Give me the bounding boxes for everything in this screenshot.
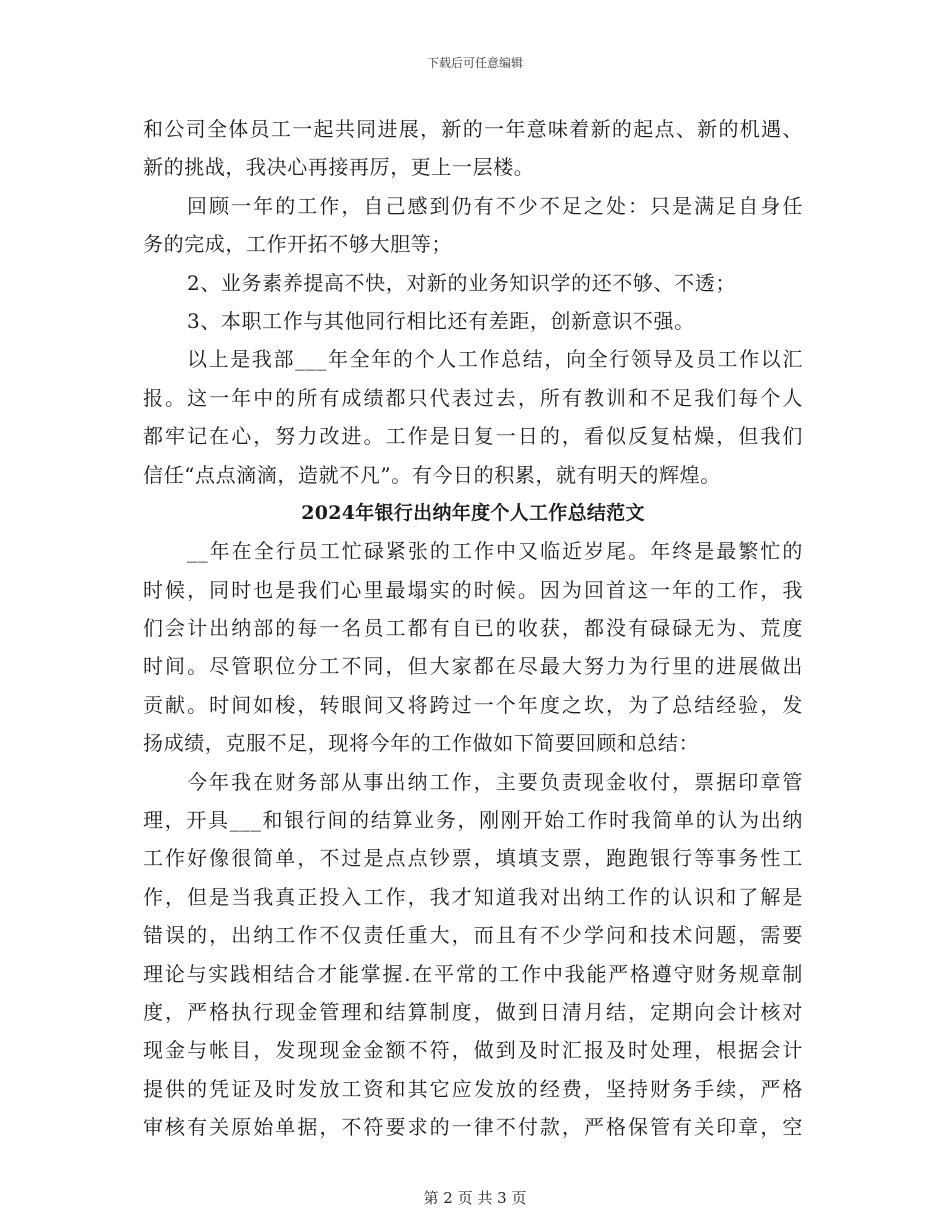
text-line: 工作好像很简单，不过是点点钞票，填填支票，跑跑银行等事务性工: [143, 846, 803, 871]
text-line: __年在全行员工忙碌紧张的工作中又临近岁尾。年终是最繁忙的: [187, 539, 803, 564]
text-line: 错误的，出纳工作不仅责任重大，而且有不少学问和技术问题，需要: [143, 923, 803, 948]
text-line: 提供的凭证及时发放工资和其它应发放的经费，坚持财务手续，严格: [143, 1076, 803, 1101]
text-line: 报。这一年中的所有成绩都只代表过去，所有教训和不足我们每个人: [143, 385, 803, 410]
text-line: 和公司全体员工一起共同进展，新的一年意味着新的起点、新的机遇、: [143, 117, 803, 141]
text-line: 们会计出纳部的每一名员工都有自已的收获，都没有碌碌无为、荒度: [143, 616, 803, 641]
text-line: 务的完成，工作开拓不够大胆等；: [143, 232, 452, 257]
text-line: 3、本职工作与其他同行相比还有差距，创新意识不强。: [187, 308, 695, 333]
text-line: 理，开具___和银行间的结算业务，刚刚开始工作时我简单的认为出纳: [143, 808, 803, 833]
text-line: 2、业务素养提高不快，对新的业务知识学的还不够、不透；: [187, 270, 736, 295]
text-line: 时候，同时也是我们心里最塌实的时候。因为回首这一年的工作，我: [143, 577, 803, 602]
text-line: 理论与实践相结合才能掌握.在平常的工作中我能严格遵守财务规章制: [143, 961, 803, 986]
text-line: 今年我在财务部从事出纳工作，主要负责现金收付，票据印章管: [187, 769, 803, 794]
text-line: 度，严格执行现金管理和结算制度，做到日清月结，定期向会计核对: [143, 999, 803, 1024]
text-line: 审核有关原始单据，不符要求的一律不付款，严格保管有关印章，空: [143, 1115, 803, 1140]
text-line: 现金与帐目，发现现金金额不符，做到及时汇报及时处理，根据会计: [143, 1038, 803, 1063]
text-line: 以上是我部___年全年的个人工作总结，向全行领导及员工作以汇: [187, 347, 803, 372]
section-title: 2024年银行出纳年度个人工作总结范文: [301, 501, 645, 524]
text-line: 贡献。时间如梭，转眼间又将跨过一个年度之坎，为了总结经验，发: [143, 692, 803, 717]
text-line: 都牢记在心，努力改进。工作是日复一日的，看似反复枯燥，但我们: [143, 424, 803, 449]
document-body: [143, 110, 803, 1147]
text-line: 扬成绩，克服不足，现将今年的工作做如下简要回顾和总结：: [143, 731, 700, 756]
page-header: 下载后可任意编辑: [426, 56, 523, 70]
text-line: 信任“点点滴滴，造就不凡”。有今日的积累，就有明天的辉煌。: [143, 462, 721, 487]
text-line: 作，但是当我真正投入工作，我才知道我对出纳工作的认识和了解是: [143, 884, 803, 909]
page-footer: 第 2 页 共 3 页: [423, 1189, 527, 1207]
text-line: 时间。尽管职位分工不同，但大家都在尽最大努力为行里的进展做出: [143, 654, 803, 679]
text-line: 回顾一年的工作，自己感到仍有不少不足之处：只是满足自身任: [187, 193, 803, 218]
text-line: 新的挑战，我决心再接再厉，更上一层楼。: [143, 155, 535, 180]
